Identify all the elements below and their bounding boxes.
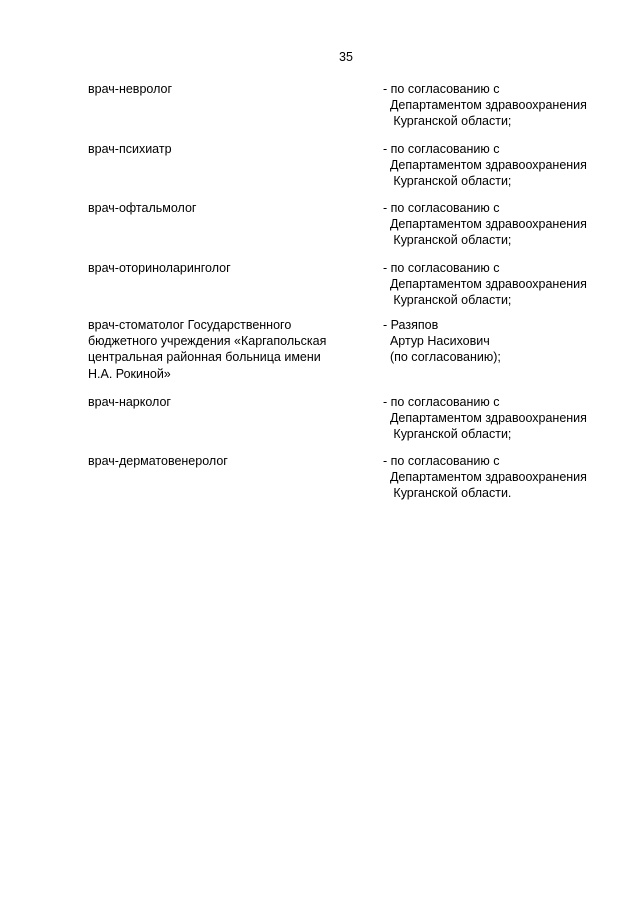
member-role: врач-невролог bbox=[88, 82, 173, 96]
member-note: - по согласованию с Департаментом здравоохранения Курганской области; bbox=[383, 141, 587, 188]
member-note: - по согласованию с Департаментом здравоохранения Курганской области; bbox=[383, 394, 587, 441]
member-role: врач-стоматолог Государственного бюджетного учреждения «Каргапольская центральная районная больница имени Н.А. Рокиной» bbox=[88, 318, 327, 381]
member-role: врач-нарколог bbox=[88, 394, 171, 409]
page-number: 35 bbox=[339, 50, 353, 64]
member-role: врач-дерматовенеролог bbox=[88, 454, 228, 468]
member-role: врач-психиатр bbox=[88, 141, 172, 156]
list-item bbox=[88, 394, 618, 454]
member-role: врач-оториноларинголог bbox=[88, 260, 231, 275]
member-note: - по согласованию с Департаментом здравоохранения Курганской области; bbox=[383, 82, 587, 129]
commission-member-list bbox=[88, 81, 618, 503]
list-item bbox=[88, 260, 618, 318]
list-item bbox=[88, 141, 618, 201]
list-item bbox=[88, 200, 618, 260]
member-note: - по согласованию с Департаментом здравоохранения Курганской области; bbox=[383, 260, 587, 307]
member-note: - по согласованию с Департаментом здравоохранения Курганской области. bbox=[383, 454, 587, 501]
list-item bbox=[88, 453, 618, 503]
member-note: - Разяпов Артур Насихович (по согласованию); bbox=[383, 318, 501, 365]
member-role: врач-офтальмолог bbox=[88, 201, 197, 215]
list-item bbox=[88, 81, 618, 141]
member-note: - по согласованию с Департаментом здравоохранения Курганской области; bbox=[383, 201, 587, 248]
list-item bbox=[88, 317, 618, 394]
